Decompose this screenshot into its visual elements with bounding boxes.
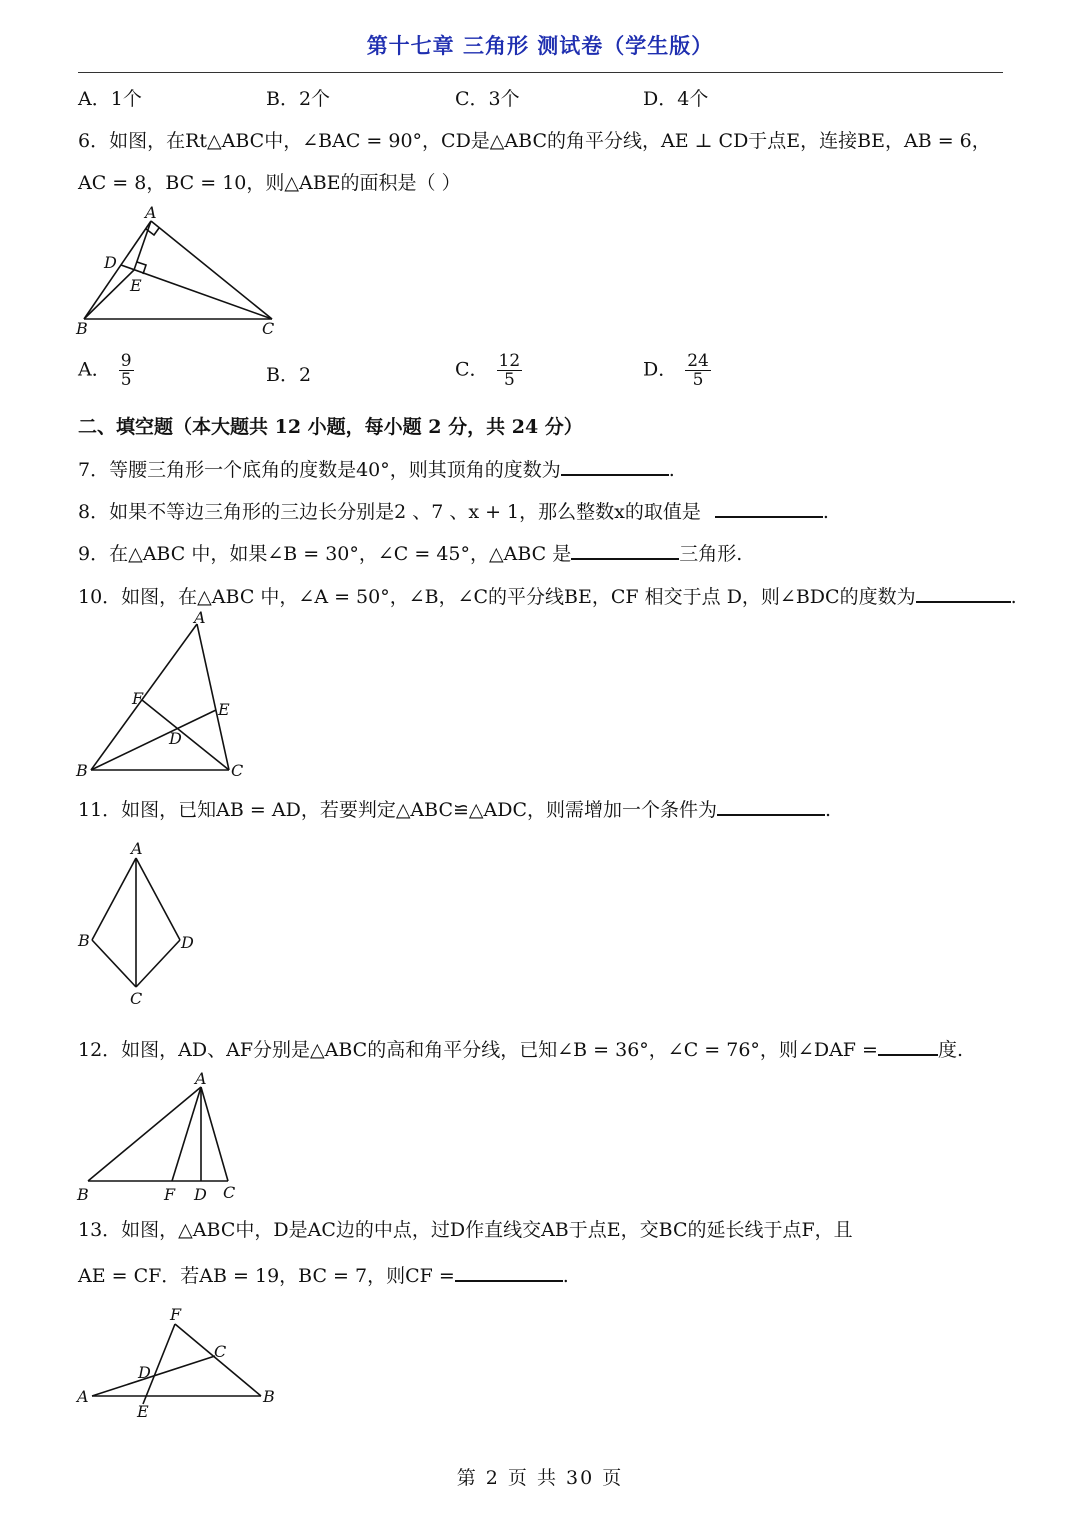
q6-option-d-fraction: $\frac{24}{5}$ [687, 351, 709, 390]
q6-segment-be [84, 270, 134, 319]
q10-label-e: E [218, 700, 230, 719]
q10-label-a: A [194, 608, 206, 627]
q12-label-b: B [77, 1185, 89, 1204]
q6-label-a: A [145, 203, 157, 222]
q12-label-f: F [164, 1185, 176, 1204]
q10-label-f: F [132, 689, 144, 708]
q13-label-b: B [263, 1387, 275, 1406]
q8-stem: 8．如果不等边三角形的三边长分别是2 、7 、x + 1，那么整数x的取值是 . [78, 496, 829, 525]
q13-figure [76, 1302, 286, 1422]
q6-stem-line1: 6．如图，在Rt△ABC中，∠BAC = 90°，CD是△ABC的角平分线，AE ⊥ CD于点E，连接BE，AB = 6， [78, 130, 991, 152]
q11-label-b: B [78, 931, 90, 950]
q6-label-c: C [262, 319, 275, 338]
q10-bisector-be [91, 710, 216, 770]
q10-figure [76, 608, 256, 784]
q6-label-d: D [104, 253, 117, 272]
q6-segment-ae [134, 221, 151, 270]
q10-stem: 10．如图，在△ABC 中，∠A = 50°，∠B，∠C的平分线BE，CF 相交于点 D，则∠BDC的度数为 . [78, 581, 1017, 610]
q11-figure [76, 840, 206, 1010]
page-header-title: 第十七章 三角形 测试卷（学生版） [366, 34, 714, 58]
page-footer: 第 2 页 共 30 页 [456, 1467, 624, 1489]
q6-stem-line2: AC = 8，BC = 10，则△ABE的面积是（ ） [78, 172, 461, 194]
q11-side-ad [136, 858, 180, 940]
q11-side-ab [92, 858, 136, 940]
q7-stem: 7．等腰三角形一个底角的度数是40°，则其顶角的度数为 . [78, 454, 675, 483]
q11-side-dc [136, 940, 180, 987]
q12-figure [76, 1068, 256, 1203]
q13-label-f: F [170, 1305, 182, 1324]
q9-answer-blank[interactable] [571, 538, 679, 560]
q11-stem: 11．如图，已知AB = AD，若要判定△ABC≌△ADC，则需增加一个条件为 . [78, 794, 831, 823]
q5-option-d: D．4个 [643, 88, 709, 110]
q6-side-ac [151, 221, 272, 319]
q6-option-d: D． $\frac{24}{5}$ [643, 351, 709, 390]
q10-side-ab [91, 624, 197, 770]
q13-stem-line1: 13．如图，△ABC中，D是AC边的中点，过D作直线交AB于点E，交BC的延长线于点F，且 [78, 1219, 853, 1241]
q5-option-b: B．2个 [266, 88, 331, 110]
q11-side-bc [92, 940, 136, 987]
q13-answer-blank[interactable] [455, 1260, 563, 1282]
q12-label-c: C [223, 1183, 236, 1202]
q11-label-a: A [131, 839, 143, 858]
q13-label-c: C [214, 1342, 227, 1361]
q12-side-ab [88, 1087, 201, 1181]
q11-label-c: C [130, 989, 143, 1008]
q6-option-b: B．2 [266, 364, 312, 386]
q5-option-a: A．1个 [78, 88, 142, 110]
q6-option-c: C． $\frac{12}{5}$ [455, 351, 521, 390]
q12-stem: 12．如图，AD、AF分别是△ABC的高和角平分线，已知∠B = 36°，∠C = 76°，则∠DAF = 度. [78, 1034, 963, 1063]
q13-label-a: A [77, 1387, 89, 1406]
q13-label-e: E [137, 1402, 149, 1421]
q9-stem: 9．在△ABC 中，如果∠B = 30°，∠C = 45°，△ABC 是 三角形. [78, 538, 742, 567]
q12-bisector-af [172, 1087, 201, 1181]
q12-side-ac [201, 1087, 228, 1181]
q13-label-d: D [138, 1363, 151, 1382]
q7-answer-blank[interactable] [561, 454, 669, 476]
q6-option-a: A． $\frac{9}{5}$ [78, 351, 132, 390]
q12-label-d: D [194, 1185, 207, 1204]
header-divider [78, 72, 1003, 73]
q10-answer-blank[interactable] [916, 581, 1011, 603]
q12-answer-blank[interactable] [878, 1034, 938, 1056]
q12-label-a: A [195, 1069, 207, 1088]
q10-label-d: D [169, 729, 182, 748]
q6-option-c-fraction: $\frac{12}{5}$ [498, 351, 521, 390]
q5-option-c: C．3个 [455, 88, 520, 110]
q6-figure [76, 203, 286, 341]
q6-side-ab [84, 221, 151, 319]
q11-label-d: D [181, 933, 194, 952]
section-2-title: 二、填空题（本大题共 12 小题，每小题 2 分，共 24 分） [78, 416, 583, 438]
q6-label-e: E [130, 276, 142, 295]
q10-label-c: C [231, 761, 244, 780]
q10-label-b: B [76, 761, 88, 780]
q6-option-a-fraction: $\frac{9}{5}$ [120, 351, 132, 390]
q11-answer-blank[interactable] [717, 794, 825, 816]
q6-label-b: B [76, 319, 88, 338]
q8-answer-blank[interactable] [715, 496, 823, 518]
q13-stem-line2: AE = CF．若AB = 19，BC = 7，则CF = . [78, 1260, 569, 1289]
